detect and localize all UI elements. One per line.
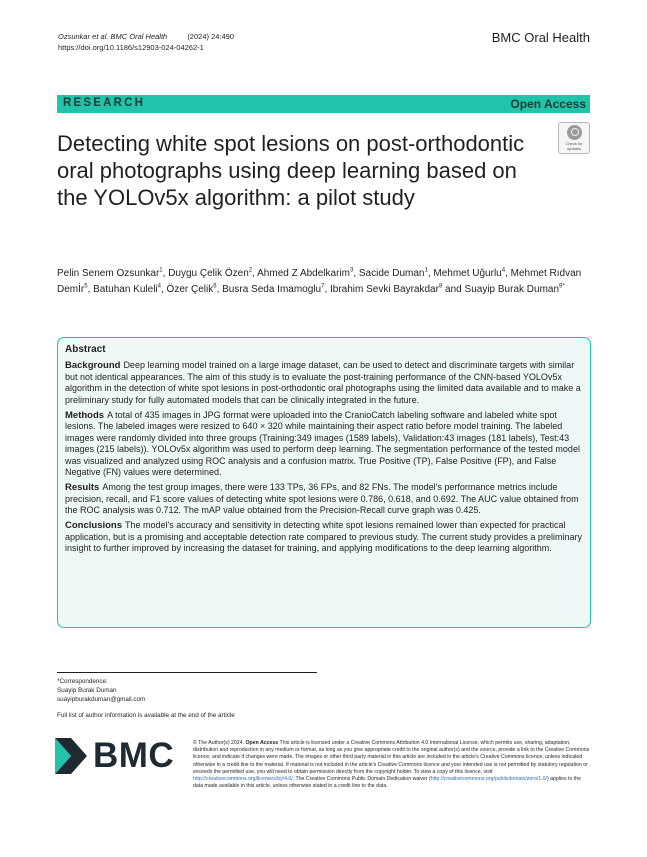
author-affiliation: 6: [213, 283, 217, 290]
cc0-link[interactable]: http://creativecommons.org/publicdomain/zero/1.0/: [430, 776, 547, 783]
author-affiliation: 5: [84, 283, 88, 290]
author-list: Pelin Senem Ozsunkar$^1$, Duygu Çelik Özen$^2$, Ahmed Z Abdelkarim$^3$, Sacide Duman$^1$, Mehmet Uğurlu$^4$, Mehmet Rıdvan Demİr$^5$, Batuhan Kuleli$^4$, Özer Çelik$^6$, Busra Seda Imamoglu$^7$, Ibrahim Sevki Bayrakdar$^8$ and Suayip Burak Duman$^{9*}$: [57, 267, 582, 295]
author-name: Ahmed Z Abdelkarim: [257, 268, 350, 279]
journal-name: BMC Oral Health: [491, 30, 590, 45]
author-affiliation: 1: [424, 267, 428, 274]
author-name: Ibrahim Sevki Bayrakdar: [330, 284, 439, 295]
article-title: Detecting white spot lesions on post-orthodontic oral photographs using deep learning based on the YOLOv5x algorithm: a pilot study: [57, 131, 525, 210]
correspondent-name: Suayip Burak Duman: [57, 687, 117, 695]
author-affiliation: 9*: [559, 283, 565, 290]
author-affiliation: 4: [157, 283, 161, 290]
bmc-logo: [55, 738, 185, 774]
abstract-box: [57, 337, 591, 628]
section-bar: [57, 95, 590, 113]
author-affiliation: 2: [248, 267, 253, 274]
correspondence-label: *Correspondence:: [57, 678, 108, 685]
check-for-updates-badge[interactable]: Check for updates: [558, 122, 590, 154]
open-access-label: Open Access: [510, 96, 586, 111]
author-affiliation: 4: [501, 267, 506, 274]
bmc-logo-mark-icon: [55, 738, 87, 774]
bmc-logo-text: BMC: [93, 736, 175, 775]
author-affiliation: 8: [438, 283, 443, 290]
correspondent-email[interactable]: suayipburakduman@gmail.com: [57, 696, 146, 704]
abstract-heading: Abstract: [65, 344, 106, 355]
author-name: Busra Seda Imamoglu: [222, 284, 322, 295]
author-affiliation: 3: [349, 267, 354, 274]
author-name: Mehmet Rıdvan Demİr: [57, 268, 582, 295]
author-affiliation: 1: [159, 267, 163, 274]
abstract-background: Background Deep learning model trained on a large image dataset, can be used to detect and discriminate targets with similar but not identical appearances. The aim of this study is to evaluate the post-training performance of the CNN-based YOLOv5x algorithm in the detection of white spot lesions in post-orthodontic oral photographs using the limited data available and to make a preliminary study for fully automated models that can be clinically integrated in the future.: [65, 360, 581, 405]
section-label: RESEARCH: [63, 97, 146, 109]
header-year-volume: (2024) 24:490: [187, 32, 235, 41]
full-author-info-note: Full list of author information is available at the end of the article: [57, 712, 235, 719]
license-text: © The Author(s) 2024. Open Access This article is licensed under a Creative Commons Attribution 4.0 International License, which permits use, sharing, adaptation, distribution and reproduction in any medium or format, as long as you give appropriate credit to the original author(s) and the source, provide a link to the Creative Commons licence, and indicate if changes were made. The images or other third party material in this article are included in the article's Creative Commons licence, unless indicated otherwise in a credit line to the material. If material is not included in the article's Creative Commons licence and your intended use is not permitted by statutory regulation or exceeds the permitted use, you will need to obtain permission directly from the copyright holder. To view a copy of this licence, visit http://creativecommons.org/licenses/by/4.0/. The Creative Commons Public Domain Dedication waiver (http://creativecommons.org/publicdomain/zero/1.0/) applies to the data made available in this article, unless otherwise stated in a credit line to the data.: [193, 740, 590, 790]
updates-icon: [567, 125, 582, 140]
author-name: Duygu Çelik Özen: [168, 268, 249, 279]
correspondence: [57, 677, 145, 705]
header-doi[interactable]: https://doi.org/10.1186/s12903-024-04262-1: [58, 43, 204, 52]
license-link[interactable]: http://creativecommons.org/licenses/by/4.0/: [193, 776, 293, 783]
header-authors: Ozsunkar et al. BMC Oral Health: [58, 32, 168, 41]
author-name: Batuhan Kuleli: [93, 284, 158, 295]
abstract-results: Results Among the test group images, there were 133 TPs, 36 FPs, and 82 FNs. The model's performance metrics include precision, recall, and F1 score values of detecting white spot lesions were 0.786, 0.618, and 0.692. The AUC value obtained from the ROC analysis was 0.712. The mAP value obtained from the Precision-Recall curve graph was 0.425.: [65, 482, 579, 515]
abstract-methods: Methods A total of 435 images in JPG format were uploaded into the CranioCatch labeling software and labeled white spot lesions. The labeled images were resized to 640 × 320 while maintaining their aspect ratio before model training. The labeled images were randomly divided into three groups (Training:349 images (1589 labels), Validation:43 images (181 labels), Test:43 images (215 labels)). YOLOv5x algorithm was used to perform deep learning. The segmentation performance of the tested model was visualized and analyzed using ROC analysis and a confusion matrix. True Positive (TP), False Positive (FP), and False Negative (FN) values were determined.: [65, 409, 580, 477]
author-name: Özer Çelik: [166, 284, 214, 295]
author-name: Suayip Burak Duman: [464, 284, 560, 295]
author-name: Sacide Duman: [358, 268, 425, 279]
running-header: [58, 31, 234, 53]
author-name: Pelin Senem Ozsunkar: [57, 268, 160, 279]
abstract-conclusions: Conclusions The model's accuracy and sensitivity in detecting white spot lesions remained lower than expected for practical application, but is a promising and acceptable detection rate compared to previous study. The current study provides a preliminary insight to further improved by increasing the dataset for training, and applying modifications to the deep learning algorithm.: [65, 520, 582, 553]
footnote-divider: [57, 672, 317, 673]
author-name: Mehmet Uğurlu: [433, 268, 502, 279]
author-affiliation: 7: [321, 283, 325, 290]
